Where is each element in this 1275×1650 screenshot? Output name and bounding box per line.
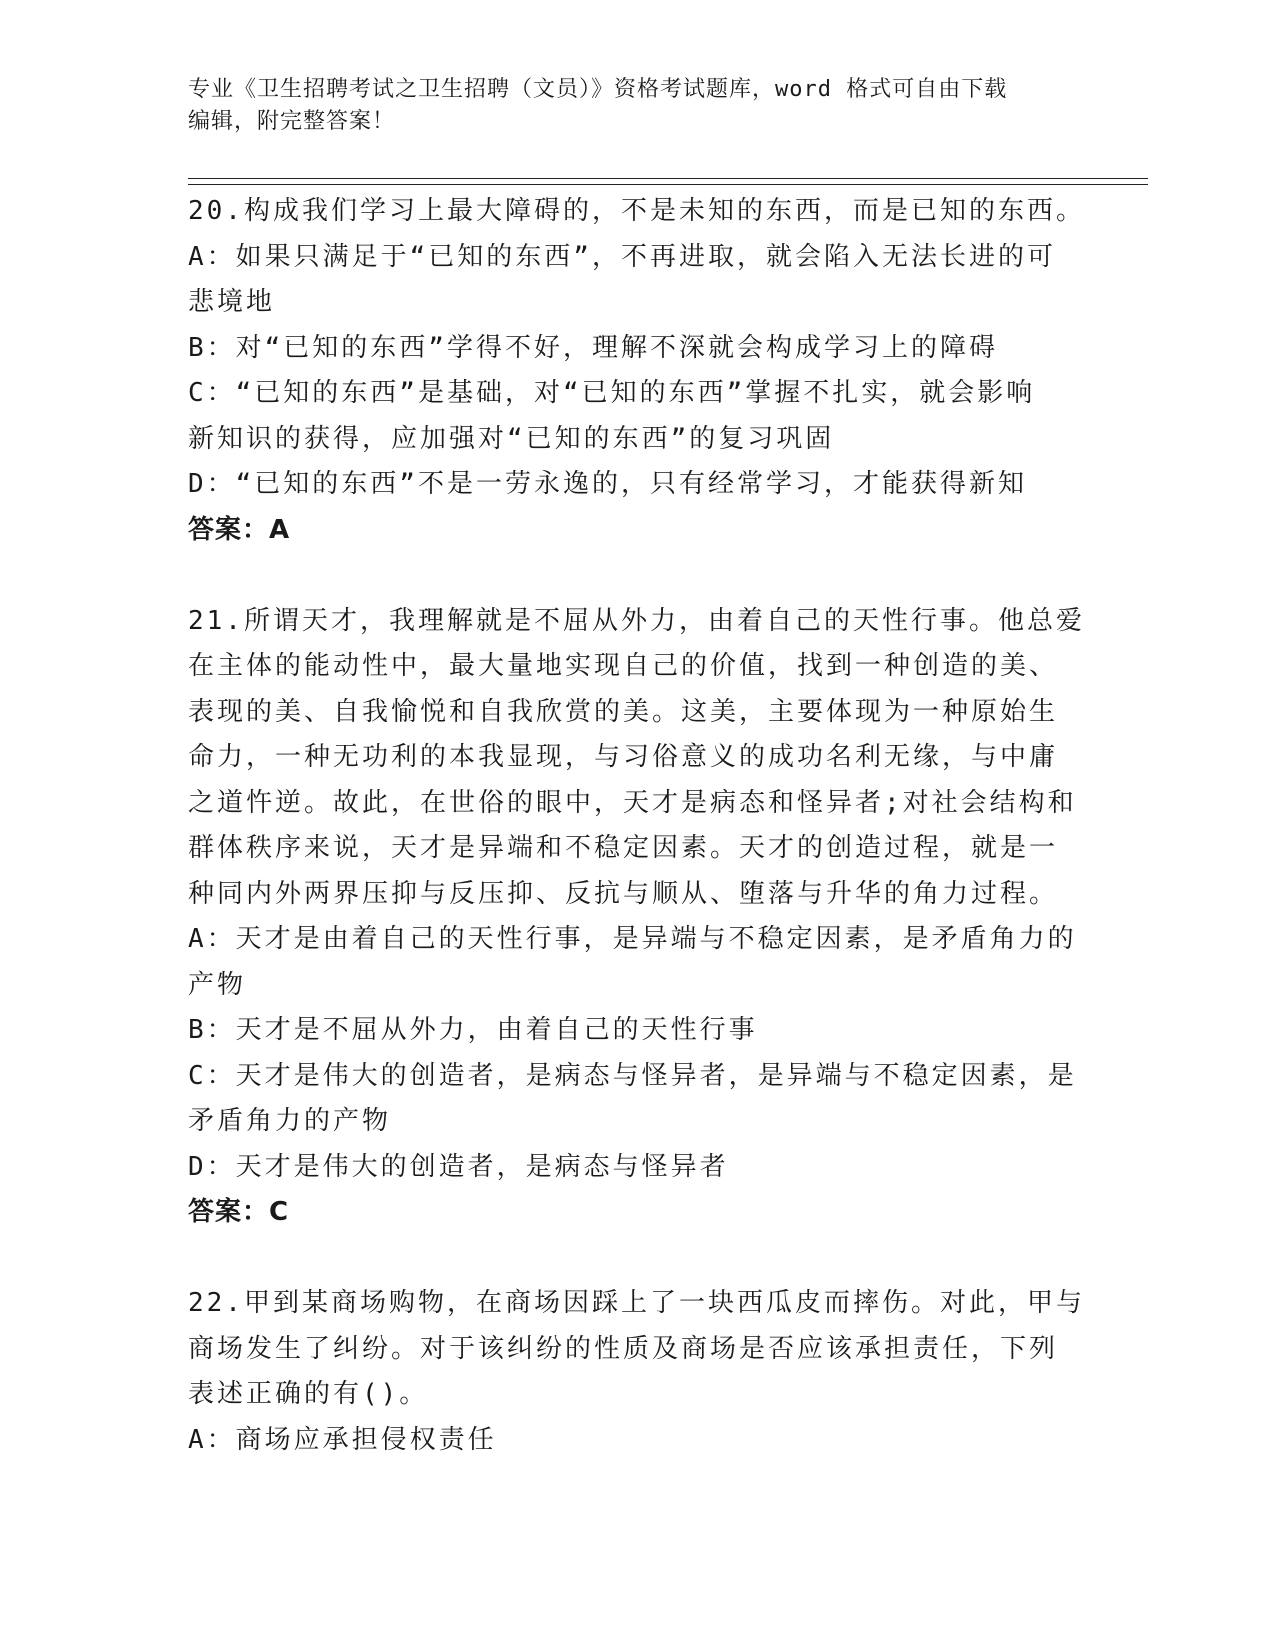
spacer	[188, 1236, 1078, 1282]
option-b: B：天才是不屈从外力，由着自己的天性行事	[188, 1015, 758, 1045]
option-d: D：“已知的东西”不是一劳永逸的，只有经常学习，才能获得新知	[188, 469, 1027, 499]
question-text: 商场发生了纠纷。对于该纠纷的性质及商场是否应该承担责任，下列	[188, 1333, 1059, 1364]
answer: 答案：C	[188, 1197, 290, 1227]
option-a-cont: 悲境地	[188, 287, 276, 317]
option-a: A：天才是由着自己的天性行事，是异端与不稳定因素，是矛盾角力的	[188, 924, 1077, 954]
question-text: 命力，一种无功利的本我显现，与习俗意义的成功名利无缘，与中庸	[188, 742, 1059, 772]
question-text: 21.所谓天才，我理解就是不屈从外力，由着自己的天性行事。他总爱	[188, 605, 1085, 636]
option-b: B：对“已知的东西”学得不好，理解不深就会构成学习上的障碍	[188, 332, 998, 363]
option-a: A：商场应承担侵权责任	[188, 1424, 497, 1455]
spacer	[188, 553, 1078, 599]
question-text: 在主体的能动性中，最大量地实现自己的价值，找到一种创造的美、	[188, 651, 1059, 681]
question-21	[188, 599, 1085, 1236]
header-rule-bottom	[188, 184, 1148, 185]
option-c-cont: 新知识的获得，应加强对“已知的东西”的复习巩固	[188, 423, 835, 454]
question-text: 表现的美、自我愉悦和自我欣赏的美。这美，主要体现为一种原始生	[188, 696, 1059, 727]
option-c: C：“已知的东西”是基础，对“已知的东西”掌握不扎实，就会影响	[188, 378, 1036, 408]
question-text: 表述正确的有()。	[188, 1379, 429, 1409]
question-text: 种同内外两界压抑与反压抑、反抗与顺从、堕落与升华的角力过程。	[188, 878, 1059, 909]
header-line-1: 专业《卫生招聘考试之卫生招聘（文员）》资格考试题库，word 格式可自由下载	[188, 77, 1008, 102]
answer: 答案：A	[188, 514, 291, 545]
question-list	[188, 189, 1085, 1463]
header-line-2: 编辑，附完整答案！	[188, 109, 396, 134]
option-a: A：如果只满足于“已知的东西”，不再进取，就会陷入无法长进的可	[188, 241, 1056, 272]
question-20	[188, 189, 1085, 553]
option-c: C：天才是伟大的创造者，是病态与怪异者，是异端与不稳定因素，是	[188, 1060, 1077, 1091]
header-rule-top	[188, 178, 1148, 179]
option-a-cont: 产物	[188, 969, 247, 1000]
question-text: 22.甲到某商场购物，在商场因踩上了一块西瓜皮而摔伤。对此，甲与	[188, 1288, 1085, 1318]
option-c-cont: 矛盾角力的产物	[188, 1106, 392, 1136]
question-text: 20.构成我们学习上最大障碍的，不是未知的东西，而是已知的东西。	[188, 196, 1085, 226]
document-header	[188, 74, 1088, 138]
question-text: 群体秩序来说，天才是异端和不稳定因素。天才的创造过程，就是一	[188, 833, 1059, 863]
question-text: 之道忤逆。故此，在世俗的眼中，天才是病态和怪异者;对社会结构和	[188, 787, 1077, 818]
question-22	[188, 1281, 1085, 1463]
option-d: D：天才是伟大的创造者，是病态与怪异者	[188, 1151, 729, 1182]
